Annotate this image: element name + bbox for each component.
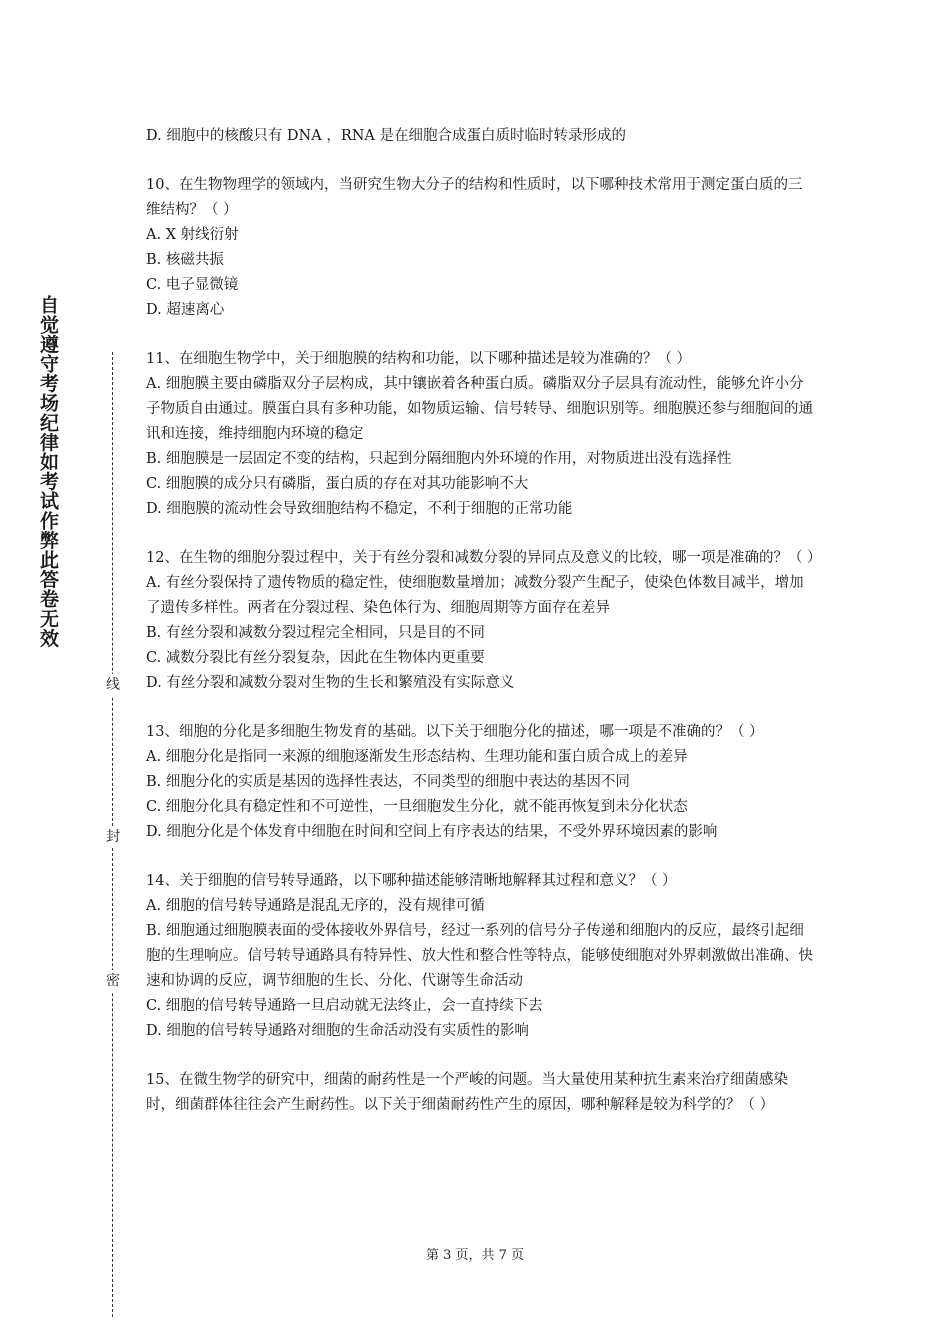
question-12 — [146, 546, 822, 695]
option-text: D. 细胞中的核酸只有 DNA ，RNA 是在细胞合成蛋白质时临时转录形成的 — [146, 128, 627, 144]
question-stem: 13、细胞的分化是多细胞生物发育的基础。以下关于细胞分化的描述，哪一项是不准确的？（ ） — [146, 724, 764, 741]
option-text: A. 细胞的信号转导通路是混乱无序的，没有规律可循 — [146, 898, 485, 915]
option-text: A. 有丝分裂保持了遗传物质的稳定性，使细胞数量增加；减数分裂产生配子，使染色体数目减半，增加了遗传多样性。两者在分裂过程、染色体行为、细胞周期等方面存在差异 — [146, 575, 804, 616]
question-stem: 12、在生物的细胞分裂过程中，关于有丝分裂和减数分裂的异同点及意义的比较，哪一项是准确的？（ ） — [146, 550, 822, 567]
option-text: A. 细胞膜主要由磷脂双分子层构成，其中镶嵌着各种蛋白质。磷脂双分子层具有流动性，能够允许小分子物质自由通过。膜蛋白具有多种功能，如物质运输、信号转导、细胞识别等。细胞膜还参与细胞间的通讯和连接，维持细胞内环境的稳定 — [146, 376, 813, 443]
exam-discipline-notice: 自觉遵守考场纪律如考试作弊此答卷无效 — [37, 295, 59, 648]
option-text: D. 细胞的信号转导通路对细胞的生命活动没有实质性的影响 — [146, 1022, 529, 1039]
option-text: B. 细胞膜是一层固定不变的结构，只起到分隔细胞内外环境的作用，对物质进出没有选择性 — [146, 450, 732, 467]
option-text: C. 细胞分化具有稳定性和不可逆性，一旦细胞发生分化，就不能再恢复到未分化状态 — [146, 798, 688, 815]
question-stem: 14、关于细胞的信号转导通路，以下哪种描述能够清晰地解释其过程和意义？（ ） — [146, 873, 677, 890]
cut-label-seal: 封 — [106, 826, 120, 848]
option-text: C. 电子显微镜 — [146, 277, 239, 294]
option-text: C. 减数分裂比有丝分裂复杂，因此在生物体内更重要 — [146, 649, 485, 666]
option-text: D. 有丝分裂和减数分裂对生物的生长和繁殖没有实际意义 — [146, 674, 515, 691]
question-11 — [146, 347, 816, 521]
option-text: C. 细胞膜的成分只有磷脂，蛋白质的存在对其功能影响不大 — [146, 475, 529, 492]
option-text: D. 细胞分化是个体发育中细胞在时间和空间上有序表达的结果，不受外界环境因素的影响 — [146, 823, 718, 840]
question-13 — [146, 720, 816, 845]
option-text: D. 细胞膜的流动性会导致细胞结构不稳定，不利于细胞的正常功能 — [146, 500, 573, 517]
page-number-footer: 第 3 页，共 7 页 — [425, 1248, 525, 1263]
question-stem: 10、在生物物理学的领域内，当研究生物大分子的结构和性质时，以下哪种技术常用于测定蛋白质的三维结构？（ ） — [146, 177, 803, 219]
question-content — [146, 124, 822, 1142]
question-9-tail — [146, 124, 816, 149]
option-text: B. 细胞分化的实质是基因的选择性表达，不同类型的细胞中表达的基因不同 — [146, 773, 630, 790]
cut-label-secret: 密 — [106, 970, 120, 992]
option-text: A. 细胞分化是指同一来源的细胞逐渐发生形态结构、生理功能和蛋白质合成上的差异 — [146, 749, 688, 766]
question-14 — [146, 869, 816, 1043]
question-stem: 15、在微生物学的研究中，细菌的耐药性是一个严峻的问题。当大量使用某种抗生素来治疗细菌感染时，细菌群体往往会产生耐药性。以下关于细菌耐药性产生的原因，哪种解释是较为科学的？（ ） — [146, 1072, 788, 1113]
option-text: B. 有丝分裂和减数分裂过程完全相同，只是目的不同 — [146, 624, 485, 641]
question-stem: 11、在细胞生物学中，关于细胞膜的结构和功能，以下哪种描述是较为准确的？（ ） — [146, 351, 692, 368]
option-text: D. 超速离心 — [146, 301, 225, 318]
option-text: B. 核磁共振 — [146, 252, 224, 269]
question-10 — [146, 173, 816, 322]
cut-label-line: 线 — [106, 674, 120, 696]
option-text: A. X 射线衍射 — [146, 227, 239, 244]
question-15 — [146, 1068, 816, 1118]
option-text: C. 细胞的信号转导通路一旦启动就无法终止，会一直持续下去 — [146, 997, 543, 1014]
option-text: B. 细胞通过细胞膜表面的受体接收外界信号，经过一系列的信号分子传递和细胞内的反应，最终引起细胞的生理响应。信号转导通路具有特异性、放大性和整合性等特点，能够使细胞对外界刺激做出准确、快速和协调的反应，调节细胞的生长、分化、代谢等生命活动 — [146, 922, 813, 989]
